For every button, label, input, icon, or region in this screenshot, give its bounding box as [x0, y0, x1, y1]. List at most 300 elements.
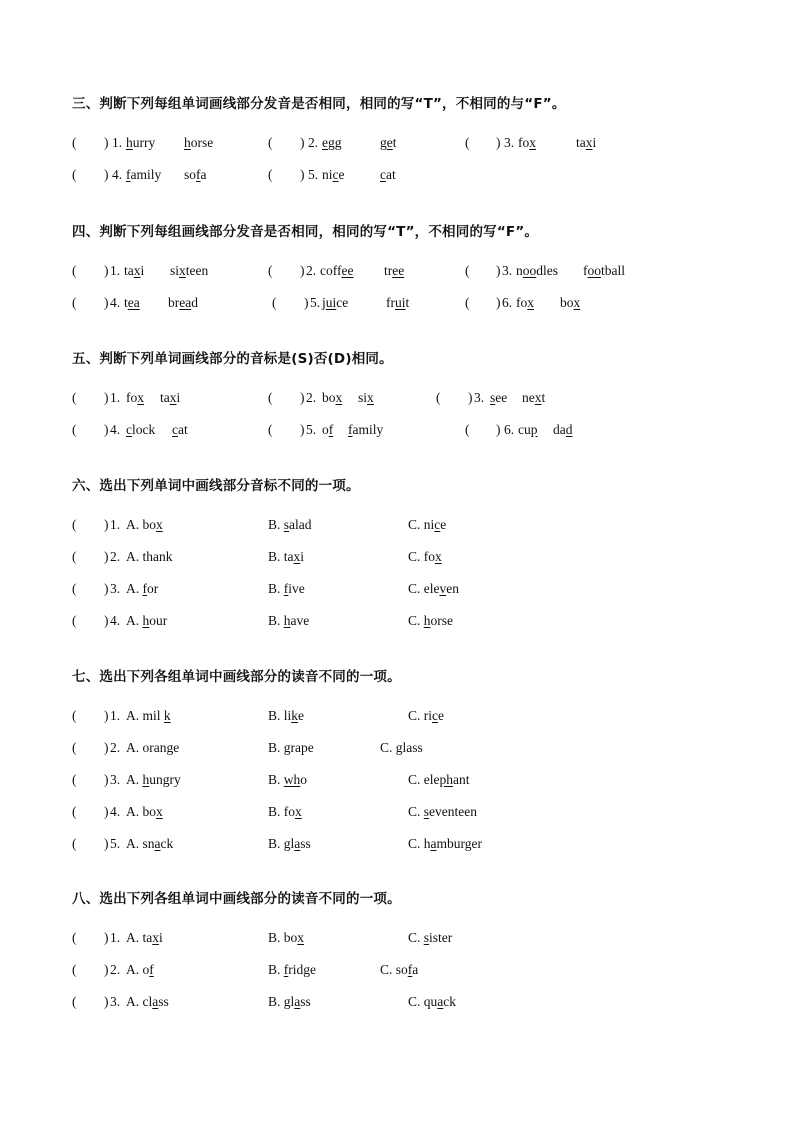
option-a	[126, 579, 158, 599]
word-underlined: e	[322, 135, 328, 150]
option-a-underlined: f	[142, 581, 147, 596]
word-part: ce	[336, 295, 349, 310]
question-number: 1.	[110, 390, 121, 405]
word	[322, 133, 342, 153]
option-b-part: B.	[268, 962, 284, 977]
option-b-underlined: k	[291, 708, 299, 723]
option-b-part: B. ta	[268, 549, 294, 564]
answer-paren-left: (	[72, 581, 77, 596]
word-part: j	[322, 295, 326, 310]
choice-row	[0, 928, 794, 948]
answer-paren-left: (	[72, 708, 77, 723]
word-underlined: h	[184, 135, 191, 150]
question-number: 3.	[474, 390, 485, 405]
question-number: 3.	[504, 135, 515, 150]
option-c	[408, 834, 482, 854]
option-a-part: ck	[160, 836, 174, 851]
question-number: 5.	[310, 295, 321, 310]
answer-blank[interactable]	[78, 834, 104, 854]
option-a-part: A. bo	[126, 517, 156, 532]
option-a-underlined: k	[163, 708, 171, 723]
option-c	[408, 706, 444, 726]
word-underlined: ee	[341, 263, 354, 278]
word-part: ni	[322, 167, 333, 182]
answer-paren-right: )	[300, 135, 305, 150]
word-part: amily	[352, 422, 384, 437]
question-number: 1.	[110, 263, 121, 278]
question-row	[0, 133, 794, 153]
answer-blank[interactable]	[274, 261, 300, 281]
option-b-underlined: wh	[283, 772, 301, 787]
word-part: e	[338, 167, 345, 182]
answer-paren-right: )	[104, 994, 109, 1009]
question-number: 5.	[110, 836, 121, 851]
option-a-underlined: a	[154, 836, 161, 851]
answer-paren-right: )	[104, 708, 109, 723]
word	[322, 388, 342, 408]
answer-blank[interactable]	[78, 706, 104, 726]
word	[184, 165, 207, 185]
question-number: 5.	[308, 167, 319, 182]
choice-row	[0, 579, 794, 599]
answer-paren-left: (	[465, 263, 470, 278]
word-underlined: x	[573, 295, 581, 310]
option-c	[408, 770, 470, 790]
section-heading: 三、判断下列每组单词画线部分发音是否相同，相同的写“T”，不相同的与“F”。	[72, 96, 566, 112]
option-a-underlined: f	[149, 962, 154, 977]
option-b-part: B.	[268, 581, 284, 596]
word-underlined: x	[335, 390, 343, 405]
choice-row	[0, 960, 794, 980]
answer-paren-right: )	[496, 135, 501, 150]
word-part: so	[184, 167, 197, 182]
answer-blank[interactable]	[78, 928, 104, 948]
word-part: fo	[518, 135, 530, 150]
option-c-underlined: h	[423, 613, 431, 628]
option-b-part: ridge	[288, 962, 317, 977]
word	[553, 420, 573, 440]
answer-paren-left: (	[72, 804, 77, 819]
answer-blank[interactable]	[78, 802, 104, 822]
word-underlined: x	[179, 263, 186, 278]
answer-paren-left: (	[72, 422, 77, 437]
option-a-part: ss	[158, 994, 169, 1009]
option-a-part: A. ta	[126, 930, 153, 945]
option-c-underlined: s	[423, 804, 430, 819]
answer-paren-right: )	[468, 390, 473, 405]
word-underlined: ea	[179, 295, 192, 310]
word-part: i	[140, 263, 145, 278]
choice-row	[0, 992, 794, 1012]
option-a	[126, 928, 163, 948]
question-number: 4.	[112, 167, 123, 182]
option-c-part: C. ele	[408, 581, 440, 596]
answer-blank[interactable]	[78, 165, 104, 185]
answer-blank[interactable]	[78, 388, 104, 408]
option-a-part: A. orange	[126, 740, 180, 755]
word	[322, 420, 333, 440]
word-underlined: oo	[587, 263, 601, 278]
question-number: 3.	[110, 581, 121, 596]
word-part: gg	[328, 135, 342, 150]
answer-blank[interactable]	[471, 133, 496, 153]
option-c	[408, 611, 453, 631]
answer-blank[interactable]	[471, 293, 496, 313]
answer-paren-left: (	[268, 135, 273, 150]
answer-paren-left: (	[465, 135, 470, 150]
option-b-part: B. gl	[268, 836, 295, 851]
word-part: lock	[132, 422, 156, 437]
word-part: t	[124, 295, 128, 310]
word-underlined: ee	[392, 263, 405, 278]
word-underlined: x	[534, 390, 542, 405]
choice-row	[0, 802, 794, 822]
answer-paren-left: (	[268, 167, 273, 182]
answer-paren-left: (	[72, 740, 77, 755]
option-b-underlined: s	[283, 517, 290, 532]
option-c-part: ister	[429, 930, 453, 945]
question-number: 1.	[110, 517, 121, 532]
option-b-part: ive	[288, 581, 305, 596]
question-number: 6.	[502, 295, 513, 310]
word	[516, 293, 534, 313]
answer-paren-left: (	[72, 836, 77, 851]
choice-row	[0, 706, 794, 726]
option-a-underlined: h	[142, 613, 150, 628]
answer-blank[interactable]	[442, 388, 468, 408]
answer-paren-left: (	[72, 962, 77, 977]
answer-blank[interactable]	[78, 515, 104, 535]
choice-row	[0, 834, 794, 854]
answer-paren-right: )	[300, 390, 305, 405]
word-part: fo	[126, 390, 138, 405]
option-c-underlined: f	[407, 962, 413, 977]
answer-paren-right: )	[104, 930, 109, 945]
word	[322, 165, 345, 185]
answer-paren-right: )	[300, 422, 305, 437]
word-part: at	[178, 422, 188, 437]
option-a	[126, 834, 173, 854]
word-underlined: x	[367, 390, 374, 405]
option-c-part: eventeen	[429, 804, 477, 819]
word	[320, 261, 353, 281]
option-a-part: A. bo	[126, 804, 156, 819]
answer-paren-right: )	[104, 740, 109, 755]
option-c-underlined: c	[434, 517, 441, 532]
option-b-part: B.	[268, 772, 284, 787]
answer-paren-left: (	[72, 772, 77, 787]
option-a-part: A.	[126, 581, 143, 596]
word-part: a	[200, 167, 207, 182]
answer-blank[interactable]	[78, 992, 104, 1012]
answer-blank[interactable]	[471, 420, 496, 440]
word-part: br	[168, 295, 180, 310]
section-heading: 七、选出下列各组单词中画线部分的读音不同的一项。	[72, 669, 401, 685]
option-a-part: A. o	[126, 962, 150, 977]
answer-paren-right: )	[496, 263, 501, 278]
answer-paren-right: )	[104, 836, 109, 851]
word-underlined: f	[126, 167, 131, 182]
word-part: ta	[160, 390, 170, 405]
option-a	[126, 802, 163, 822]
word-part: fr	[386, 295, 395, 310]
question-number: 2.	[306, 263, 317, 278]
answer-paren-left: (	[72, 517, 77, 532]
word-underlined: ea	[127, 295, 140, 310]
word	[126, 388, 144, 408]
option-b-part: e	[298, 708, 305, 723]
answer-blank[interactable]	[78, 611, 104, 631]
option-c-part: C.	[408, 613, 424, 628]
option-b-part: B. grape	[268, 740, 314, 755]
option-a-underlined: x	[156, 517, 163, 532]
word	[518, 133, 536, 153]
option-a-part: A. cl	[126, 994, 153, 1009]
option-b-underlined: a	[294, 994, 301, 1009]
word	[583, 261, 625, 281]
option-c	[380, 738, 423, 758]
answer-paren-right: )	[104, 772, 109, 787]
word-part: amily	[130, 167, 162, 182]
word	[124, 261, 144, 281]
word-part: teen	[185, 263, 209, 278]
option-a-underlined: x	[156, 804, 163, 819]
word	[560, 293, 580, 313]
question-number: 1.	[110, 708, 121, 723]
word-part: cu	[518, 422, 531, 437]
option-b-underlined: x	[297, 930, 305, 945]
option-b	[268, 960, 316, 980]
word	[518, 420, 538, 440]
word-part: orse	[190, 135, 214, 150]
word	[184, 133, 213, 153]
answer-blank[interactable]	[278, 293, 304, 313]
word-underlined: ui	[325, 295, 337, 310]
word-underlined: ui	[395, 295, 406, 310]
answer-blank[interactable]	[78, 547, 104, 567]
option-b	[268, 992, 311, 1012]
word-part: at	[386, 167, 396, 182]
answer-paren-right: )	[104, 613, 109, 628]
answer-paren-right: )	[104, 263, 109, 278]
option-b-part: B. gl	[268, 994, 295, 1009]
option-c-part: en	[446, 581, 459, 596]
question-number: 2.	[308, 135, 319, 150]
option-a	[126, 738, 179, 758]
section-heading: 五、判断下列单词画线部分的音标是(S)否(D)相同。	[72, 351, 393, 367]
word-part: t	[541, 390, 546, 405]
option-c-part: C. ele	[408, 772, 440, 787]
word-part: f	[583, 263, 588, 278]
option-b-part: ss	[300, 836, 311, 851]
section-heading: 八、选出下列各组单词中画线部分的读音不同的一项。	[72, 891, 401, 907]
answer-blank[interactable]	[78, 960, 104, 980]
option-a-underlined: a	[152, 994, 159, 1009]
answer-paren-left: (	[72, 549, 77, 564]
question-number: 4.	[110, 295, 121, 310]
answer-blank[interactable]	[78, 770, 104, 790]
answer-blank[interactable]	[78, 579, 104, 599]
word-underlined: e	[386, 135, 393, 150]
option-b-underlined: f	[283, 581, 289, 596]
option-a	[126, 770, 181, 790]
option-b-part: B.	[268, 517, 284, 532]
option-a	[126, 706, 171, 726]
word	[126, 420, 155, 440]
option-a-part: A. mil	[126, 708, 164, 723]
question-row	[0, 293, 794, 313]
question-number: 2.	[306, 390, 317, 405]
answer-paren-left: (	[72, 994, 77, 1009]
option-b-underlined: x	[295, 804, 302, 819]
option-a-part: our	[149, 613, 168, 628]
answer-blank[interactable]	[78, 293, 104, 313]
answer-paren-right: )	[104, 549, 109, 564]
option-c-part: C. fo	[408, 549, 435, 564]
option-b-part: ave	[290, 613, 310, 628]
option-a-part: A. sn	[126, 836, 155, 851]
word-part: t	[392, 135, 397, 150]
option-b-part: B. fo	[268, 804, 295, 819]
choice-row	[0, 738, 794, 758]
answer-blank[interactable]	[78, 738, 104, 758]
option-c	[408, 515, 446, 535]
answer-paren-left: (	[72, 390, 77, 405]
option-c-underlined: ph	[439, 772, 453, 787]
word-part: tball	[601, 263, 625, 278]
word	[126, 165, 161, 185]
word-underlined: c	[380, 167, 386, 182]
word-part: ta	[124, 263, 134, 278]
answer-paren-left: (	[465, 295, 470, 310]
word-part: ee	[495, 390, 508, 405]
option-b-part: B.	[268, 613, 284, 628]
answer-paren-left: (	[272, 295, 277, 310]
answer-paren-left: (	[465, 422, 470, 437]
option-a	[126, 611, 167, 631]
option-b	[268, 706, 304, 726]
answer-paren-right: )	[104, 962, 109, 977]
answer-blank[interactable]	[274, 133, 300, 153]
answer-blank[interactable]	[78, 420, 104, 440]
answer-paren-right: )	[300, 167, 305, 182]
answer-blank[interactable]	[471, 261, 496, 281]
answer-paren-right: )	[300, 263, 305, 278]
option-c-part: e	[438, 708, 445, 723]
word-underlined: x	[137, 390, 144, 405]
answer-paren-left: (	[268, 390, 273, 405]
word-part: urry	[132, 135, 156, 150]
answer-paren-right: )	[104, 581, 109, 596]
option-b-underlined: f	[283, 962, 289, 977]
word-part: ta	[576, 135, 586, 150]
word-part: i	[176, 390, 181, 405]
option-b-part: B. bo	[268, 930, 298, 945]
answer-blank[interactable]	[78, 261, 104, 281]
option-b-part: B. li	[268, 708, 292, 723]
word-underlined: f	[328, 422, 334, 437]
answer-paren-right: )	[104, 804, 109, 819]
option-c-part: C.	[408, 930, 424, 945]
option-a-part: A.	[126, 772, 143, 787]
word-part: d	[191, 295, 198, 310]
word	[358, 388, 374, 408]
option-c	[380, 960, 418, 980]
option-b-underlined: h	[283, 613, 291, 628]
choice-row	[0, 515, 794, 535]
question-row	[0, 420, 794, 440]
word-underlined: c	[332, 167, 339, 182]
word	[170, 261, 208, 281]
answer-blank[interactable]	[274, 420, 300, 440]
answer-blank[interactable]	[274, 165, 300, 185]
answer-paren-right: )	[304, 295, 309, 310]
option-b	[268, 738, 314, 758]
option-b-part: alad	[289, 517, 312, 532]
option-a-part: A.	[126, 613, 143, 628]
question-row	[0, 388, 794, 408]
answer-paren-left: (	[72, 167, 77, 182]
word	[168, 293, 198, 313]
word	[160, 388, 180, 408]
answer-blank[interactable]	[274, 388, 300, 408]
option-a	[126, 960, 154, 980]
option-c-part: mburger	[436, 836, 483, 851]
answer-paren-right: )	[104, 167, 109, 182]
word-part: g	[380, 135, 387, 150]
answer-paren-left: (	[72, 613, 77, 628]
choice-row	[0, 611, 794, 631]
section-heading: 六、选出下列单词中画线部分音标不同的一项。	[72, 478, 360, 494]
answer-paren-right: )	[104, 390, 109, 405]
answer-paren-left: (	[268, 422, 273, 437]
word-part: si	[170, 263, 180, 278]
word-underlined: d	[565, 422, 573, 437]
word-part: da	[553, 422, 566, 437]
answer-paren-left: (	[72, 135, 77, 150]
answer-paren-left: (	[72, 930, 77, 945]
option-a-underlined: h	[142, 772, 150, 787]
option-c-underlined: v	[439, 581, 447, 596]
option-c-underlined: s	[423, 930, 430, 945]
option-c-part: ck	[443, 994, 457, 1009]
option-c-part: C. qu	[408, 994, 438, 1009]
question-number: 6.	[504, 422, 515, 437]
answer-paren-right: )	[104, 422, 109, 437]
answer-blank[interactable]	[78, 133, 104, 153]
question-number: 2.	[110, 740, 121, 755]
option-a	[126, 515, 163, 535]
option-c-part: ant	[453, 772, 470, 787]
option-b	[268, 611, 309, 631]
word-part: t	[405, 295, 410, 310]
answer-paren-right: )	[104, 135, 109, 150]
answer-paren-left: (	[72, 295, 77, 310]
option-c-underlined: x	[435, 549, 442, 564]
question-number: 4.	[110, 422, 121, 437]
answer-paren-left: (	[436, 390, 441, 405]
word-underlined: x	[527, 295, 534, 310]
question-number: 2.	[110, 549, 121, 564]
word-underlined: h	[126, 135, 133, 150]
option-b	[268, 770, 307, 790]
word	[380, 133, 397, 153]
option-c-underlined: c	[432, 708, 439, 723]
word-part: fo	[516, 295, 528, 310]
word-part: bo	[322, 390, 336, 405]
question-number: 1.	[110, 930, 121, 945]
word	[380, 165, 396, 185]
